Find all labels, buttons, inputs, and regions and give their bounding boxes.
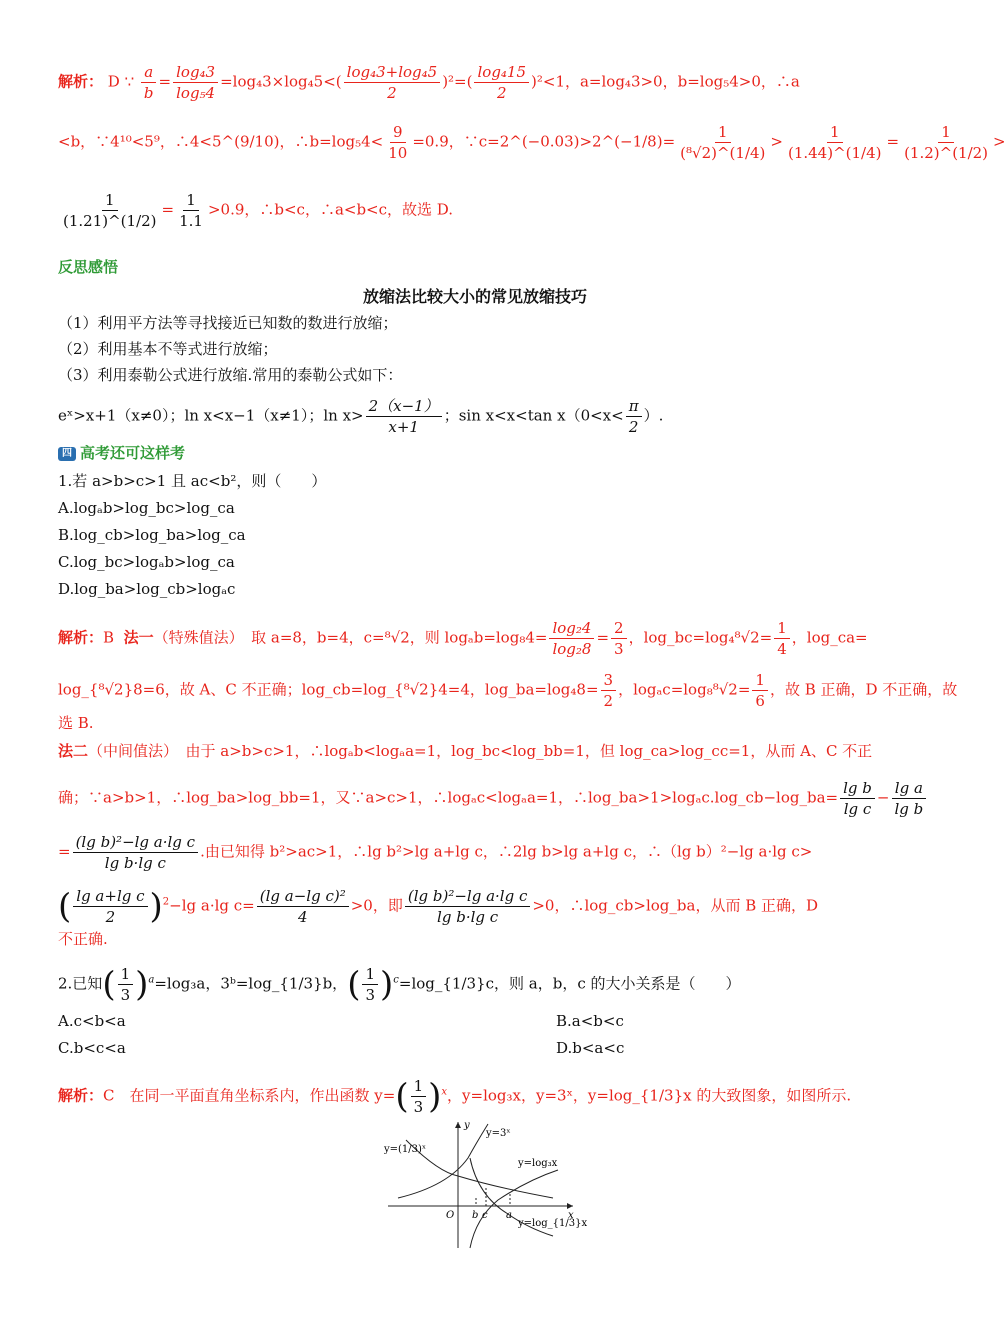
frac-pi-2: $\frac{\pi}{2}$ [626,396,642,437]
frac-2-3: $\frac{2}{3}$ [611,618,627,659]
tip-1: （1）利用平方法等寻找接近已知数的数进行放缩； [58,314,398,332]
q2-stem: 2.已知( $\frac{1}{3}$ )$^a$=log₃a，3ᵇ=log_{1/3}b，( $\frac{1}{3}$ )$^c$=log_{1/3}c，则 a，b，c 的大小关系是（ ） [58,964,741,1005]
frac-line2-c: $\frac{1}{(1.2)\^{}(1/2)}$ [904,123,989,162]
q1-option-d: D.log_ba>log_cb>logₐc [58,580,236,598]
sol2-line6: = $\frac{\text{(lg b)²−lg a·lg c}}{\text{lg b·lg c}}$ .由已知得 b²>ac>1，∴lg b²>lg a+lg c，∴2lg b>lg a+lg c，∴（lg b）²−lg a·lg c> [58,833,813,872]
frac-3-2: $\frac{3}{2}$ [601,670,617,711]
sol2-line7: ( $\frac{\text{lg a+lg c}}{2}$ )$^2$−lg a·lg c= $\frac{\text{(lg a−lg c)²}}{4}$ >0，即 $\frac{\text{(lg b)²−lg a·lg c}}{\text{lg b·lg c}}$ >0，∴log_cb>log_ba，从而 B 正确，D [58,886,819,927]
q1-option-b: B.log_cb>log_ba>log_ca [58,526,246,544]
x-axis-arrow [567,1203,573,1209]
label-3-pow-x: y=3ˣ [486,1128,511,1139]
label-one-third-pow-x: y=(1/3)ˣ [384,1144,427,1155]
label-point-c: c [482,1210,488,1221]
frac-9-10: $\frac{9}{10}$ [388,123,408,162]
frac-sum-logs: $\frac{\text{log₄3+log₄5}}{2}$ [344,62,441,103]
frac-sq-4: $\frac{\text{(lg a−lg c)²}}{4}$ [257,886,349,927]
label-axis-y: y [464,1120,470,1131]
label-axis-x: x [568,1210,574,1221]
label-origin: O [446,1210,455,1221]
frac-avg: $\frac{\text{lg a+lg c}}{2}$ [73,886,147,927]
section-title: 放缩法比较大小的常见放缩技巧 [362,287,587,306]
frac-log415: $\frac{\text{log₄15}}{2}$ [474,62,529,103]
frac-line2-b: $\frac{1}{(1.44)\^{}(1/4)}$ [787,123,882,162]
sol2-line1: 解析：B 法一（特殊值法） 取 a=8，b=4，c=⁸√2，则 logₐb=log₈4= $\frac{\text{log₂4}}{\text{log₂8}}$ = $\frac{2}{3}$ ，log_bc=log₄⁸√2= $\frac{1}{4}$ ，log_ca= [58,619,868,658]
frac-log43-log54: $\frac{\text{log₄3}}{\text{log₅4}}$ [173,62,218,103]
q1-option-c: C.log_bc>logₐb>log_ca [58,553,235,571]
frac-lgb-lgc: $\frac{\text{lg b}}{\text{lg c}}$ [840,778,875,819]
curve-3-pow-x [398,1124,488,1198]
frac-line3-a: $\frac{1}{(1.21)\^{}(1/2)}$ [63,191,157,230]
frac-1-3-c: $\frac{1}{3}$ [362,964,378,1005]
frac-diff-2: $\frac{\text{(lg b)²−lg a·lg c}}{\text{lg b·lg c}}$ [405,886,531,927]
sol1-line1: 解析： D ∵ $\frac{a}{b}$ = $\frac{\text{log₄3}}{\text{log₅4}}$ =log₄3×log₄5<( $\frac{\text{log₄3+log₄5}}{2}$ )²=( $\frac{\text{log₄15}}{2}$ )²<1，a=log₄3>0，b=log₅4>0，∴a [58,63,800,102]
reflect-heading: 反思感悟 [58,258,119,276]
sol1-lead: D ∵ [107,72,135,91]
frac-1-3-graph: $\frac{1}{3}$ [411,1076,427,1117]
frac-log24-log28: $\frac{\text{log₂4}}{\text{log₂8}}$ [549,618,594,659]
section-badge-icon: 四 [58,447,76,461]
q2-option-d: D.b<a<c [556,1039,625,1057]
q2-option-a: A.c<b<a [58,1012,126,1030]
q1-option-a: A.logₐb>log_bc>log_ca [58,499,235,517]
frac-line2-a: $\frac{1}{\text{(⁸√2)\textasciicircum{}(1/4)}}$ [680,123,766,162]
label-point-b: b [472,1210,479,1221]
function-graph [378,1118,588,1252]
label-log13-x: y=log_{1/3}x [518,1218,588,1229]
frac-a-over-b: $\frac{a}{b}$ [141,62,157,103]
curve-one-third-pow-x [406,1140,553,1198]
q2-option-b: B.a<b<c [556,1012,624,1030]
sol3-line: 解析：C 在同一平面直角坐标系内，作出函数 y=( $\frac{1}{3}$ )$^x$，y=log₃x，y=3ˣ，y=log_{1/3}x 的大致图象，如图所示. [58,1076,852,1117]
sol2-line5: 确；∵a>b>1，∴log_ba>log_bb=1，又∵a>c>1，∴logₐc<logₐa=1，∴log_ba>1>logₐc.log_cb−log_ba= $\frac{\text{lg b}}{\text{lg c}}$ − $\frac{\text{lg a}}{\text{lg b}}$ [58,778,910,819]
frac-lga-lgb: $\frac{\text{lg a}}{\text{lg b}}$ [891,778,926,819]
taylor-formulas: eˣ>x+1（x≠0）；ln x<x−1（x≠1）；ln x> $\frac{2(x-1)}{x+1}$ ；sin x<x<tan x（0<x< $\frac{\pi}{2}$ ）. [58,397,664,436]
frac-taylor: $\frac{2(x-1)}{x+1}$ [366,396,442,437]
q1-stem: 1.若 a>b>c>1 且 ac<b²，则（ ） [58,472,327,490]
frac-1-4: $\frac{1}{4}$ [774,618,790,659]
frac-line3-b: $\frac{1}{1.1}$ [179,191,203,230]
frac-diff-1: $\frac{\text{(lg b)²−lg a·lg c}}{\text{lg b·lg c}}$ [73,832,199,873]
sol1-line2: <b，∵4¹⁰<5⁹，∴4<5^(9/10)，∴b=log₅4< $\frac{9}{10}$ =0.9，∵c=2^(−0.03)>2^(−1/8)= $\frac{1}{\text{(⁸√2)\textasciicircum{}(1/4)}}$ > $\frac{1}{(1.44)\^{}(1/4)}$ = $\frac{1}{(1.2)\^{}(1/2)}$ > [58,123,1006,162]
tip-2: （2）利用基本不等式进行放缩； [58,340,278,358]
gaokao-heading: 四 高考还可这样考 [58,442,910,464]
sol1-line3: $\frac{1}{(1.21)\^{}(1/2)}$ = $\frac{1}{1.1}$ >0.9，∴b<c，∴a<b<c，故选 D. [58,190,910,231]
curve-log3-x [470,1170,558,1248]
sol2-line8: 不正确. [58,930,108,948]
sol2-line4: 法二（中间值法） 由于 a>b>c>1，∴logₐb<logₐa=1，log_bc<log_bb=1，但 log_ca>log_cc=1，从而 A、C 不正 [58,742,873,760]
frac-1-3-a: $\frac{1}{3}$ [118,964,134,1005]
frac-1-6: $\frac{1}{6}$ [752,670,768,711]
q2-option-c: C.b<c<a [58,1039,126,1057]
analysis-label: 解析： [58,72,104,91]
tip-3: （3）利用泰勒公式进行放缩.常用的泰勒公式如下： [58,366,403,384]
label-point-a: a [506,1210,512,1221]
sol2-line2: log_{⁸√2}8=6，故 A、C 不正确；log_cb=log_{⁸√2}4=4，log_ba=log₄8= $\frac{3}{2}$ ，logₐc=log₈⁸√2= $\frac{1}{6}$ ，故 B 正确，D 不正确，故 [58,671,958,710]
y-axis-arrow [455,1122,461,1128]
label-log3-x: y=log₃x [518,1158,558,1169]
sol2-line3: 选 B. [58,714,94,732]
